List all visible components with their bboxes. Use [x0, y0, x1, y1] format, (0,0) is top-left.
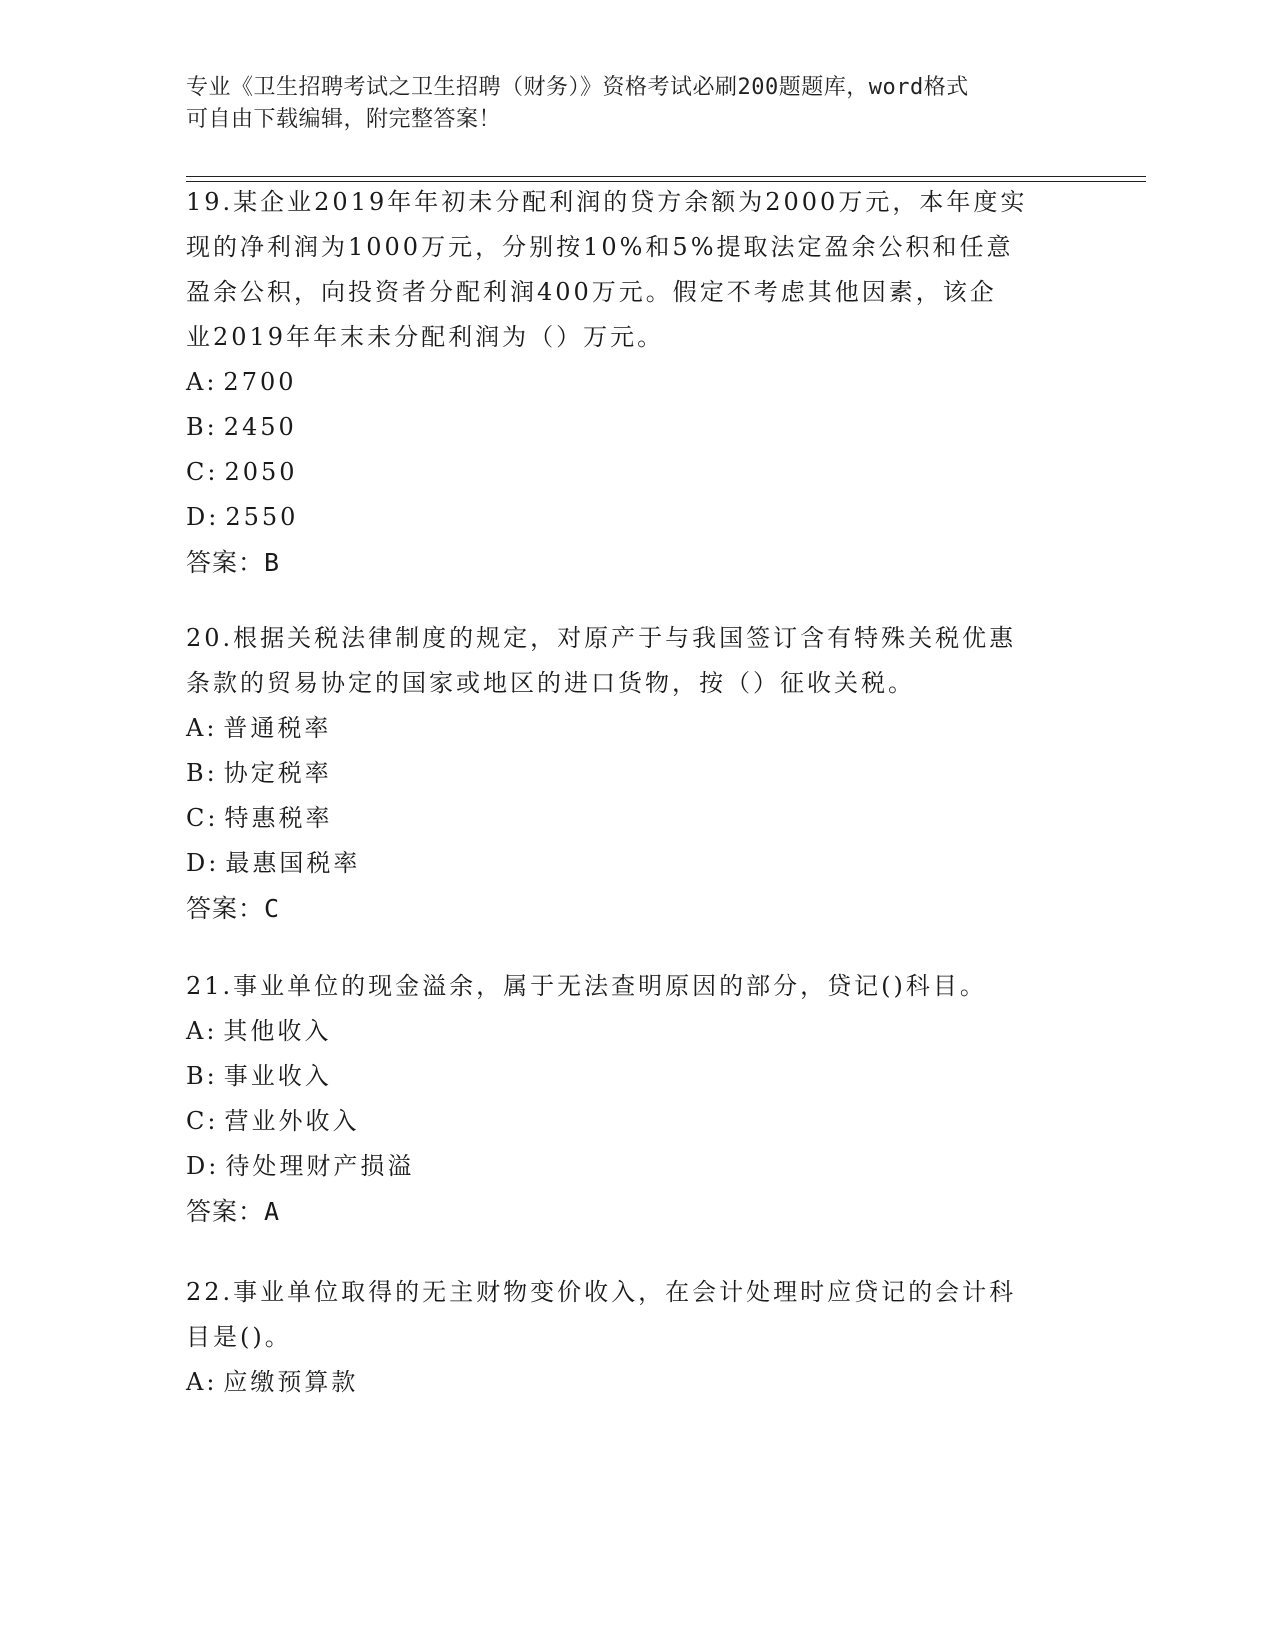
answer: 答案：C — [186, 894, 281, 923]
question-line: 目是()。 — [186, 1323, 292, 1351]
question-line: 盈余公积，向投资者分配利润400万元。假定不考虑其他因素，该企 — [186, 278, 997, 306]
option-d: D: 2550 — [186, 503, 299, 531]
question-text — [186, 1270, 1066, 1360]
document-header — [186, 72, 1066, 136]
question-text — [186, 616, 1066, 706]
question-line: 20.根据关税法律制度的规定，对原产于与我国签订含有特殊关税优惠 — [186, 624, 1017, 652]
question-line: 条款的贸易协定的国家或地区的进口货物，按（）征收关税。 — [186, 669, 915, 697]
option-a: A: 其他收入 — [186, 1017, 332, 1045]
answer: 答案：B — [186, 548, 281, 577]
option-b: B: 事业收入 — [186, 1062, 332, 1090]
question-text — [186, 180, 1066, 360]
question-20 — [186, 616, 1066, 931]
option-d: D: 待处理财产损溢 — [186, 1152, 415, 1180]
option-c: C: 2050 — [186, 458, 298, 486]
question-line: 21.事业单位的现金溢余，属于无法查明原因的部分，贷记()科目。 — [186, 972, 987, 1000]
option-d: D: 最惠国税率 — [186, 849, 361, 877]
header-line-1: 专业《卫生招聘考试之卫生招聘（财务）》资格考试必刷200题题库，word格式 — [186, 75, 969, 100]
option-a: A: 普通税率 — [186, 714, 332, 742]
question-line: 22.事业单位取得的无主财物变价收入，在会计处理时应贷记的会计科 — [186, 1278, 1017, 1306]
option-c: C: 营业外收入 — [186, 1107, 360, 1135]
option-b: B: 协定税率 — [186, 759, 332, 787]
question-22 — [186, 1270, 1066, 1405]
question-19 — [186, 180, 1066, 585]
question-line: 现的净利润为1000万元，分别按10%和5%提取法定盈余公积和任意 — [186, 233, 1014, 261]
option-c: C: 特惠税率 — [186, 804, 333, 832]
header-line-2: 可自由下载编辑，附完整答案！ — [186, 107, 502, 132]
option-b: B: 2450 — [186, 413, 297, 441]
answer: 答案：A — [186, 1197, 281, 1226]
option-a: A: 应缴预算款 — [186, 1368, 359, 1396]
question-line: 19.某企业2019年年初未分配利润的贷方余额为2000万元，本年度实 — [186, 188, 1028, 216]
option-a: A: 2700 — [186, 368, 297, 396]
question-21 — [186, 964, 1066, 1234]
question-line: 业2019年年末未分配利润为（）万元。 — [186, 323, 665, 351]
question-text — [186, 964, 1066, 1009]
